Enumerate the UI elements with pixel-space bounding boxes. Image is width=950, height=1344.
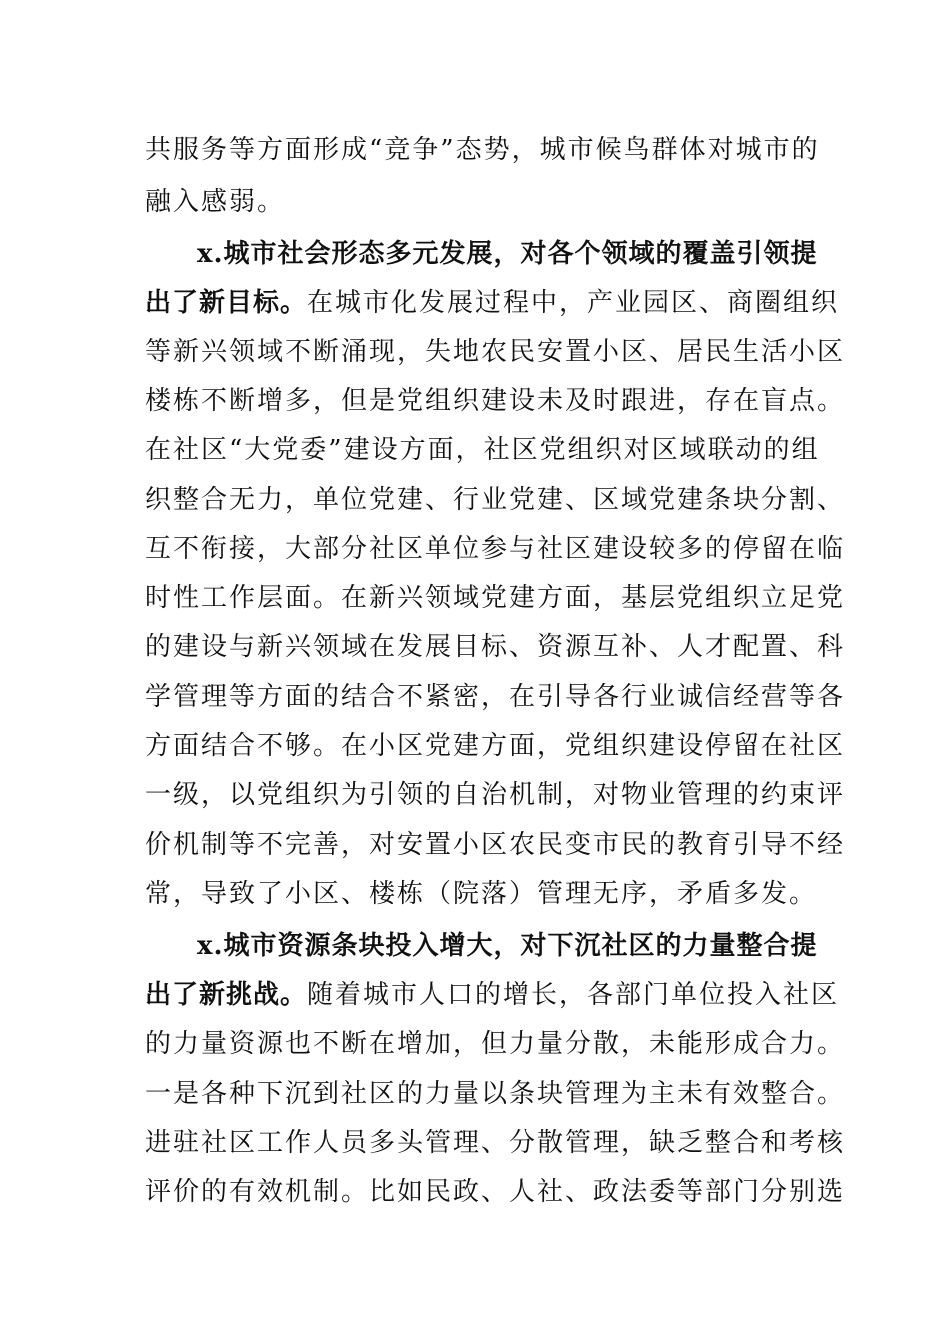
text-line-15 bbox=[145, 825, 846, 865]
text-line-22 bbox=[145, 1172, 846, 1212]
text-line-13 bbox=[145, 726, 846, 766]
line-text: 的建设与新兴领域在发展目标、资源互补、人才配置、科 bbox=[145, 632, 846, 662]
line-text: 常，导致了小区、楼栋（院落）管理无序，矛盾多发。 bbox=[145, 879, 818, 909]
line-text: 在社区“大党委”建设方面，社区党组织对区域联动的组 bbox=[145, 435, 820, 465]
line-text: 价机制等不完善，对安置小区农民变市民的教育引导不经 bbox=[145, 830, 846, 860]
text-line-16 bbox=[145, 874, 818, 914]
text-line-6 bbox=[145, 381, 846, 421]
text-line-7 bbox=[145, 430, 820, 470]
section-heading-2 bbox=[197, 926, 818, 966]
line-text: 方面结合不够。在小区党建方面，党组织建设停留在社区 bbox=[145, 731, 846, 761]
line-text: 一是各种下沉到社区的力量以条块管理为主未有效整合。 bbox=[145, 1079, 846, 1109]
line-text: 融入感弱。 bbox=[145, 187, 286, 217]
line-text: 时性工作层面。在新兴领域党建方面，基层党组织立足党 bbox=[145, 583, 846, 613]
line-text: 等新兴领域不断涌现，失地农民安置小区、居民生活小区 bbox=[145, 337, 846, 367]
text-line-18 bbox=[145, 975, 840, 1015]
section-heading-1 bbox=[197, 234, 818, 274]
line-text: 在城市化发展过程中，产业园区、商圈组织 bbox=[307, 288, 840, 318]
heading-text: 出了新目标。 bbox=[145, 288, 308, 318]
heading-text: x.城市资源条块投入增大，对下沉社区的力量整合提 bbox=[197, 931, 818, 961]
text-line-21 bbox=[145, 1123, 846, 1163]
heading-text: x.城市社会形态多元发展，对各个领域的覆盖引领提 bbox=[197, 239, 818, 269]
line-text: 互不衔接，大部分社区单位参与社区建设较多的停留在临 bbox=[145, 534, 846, 564]
text-line-10 bbox=[145, 578, 846, 618]
text-line-4 bbox=[145, 283, 840, 323]
line-text: 进驻社区工作人员多头管理、分散管理，缺乏整合和考核 bbox=[145, 1128, 846, 1158]
line-text: 学管理等方面的结合不紧密，在引导各行业诚信经营等各 bbox=[145, 682, 846, 712]
text-line-20 bbox=[145, 1074, 846, 1114]
line-text: 评价的有效机制。比如民政、人社、政法委等部门分别选 bbox=[145, 1177, 846, 1207]
text-line-8 bbox=[145, 480, 846, 520]
line-text: 随着城市人口的增长，各部门单位投入社区 bbox=[307, 980, 840, 1010]
line-text: 一级，以党组织为引领的自治机制，对物业管理的约束评 bbox=[145, 780, 846, 810]
text-line-2 bbox=[145, 182, 805, 222]
line-text: 楼栋不断增多，但是党组织建设未及时跟进，存在盲点。 bbox=[145, 386, 846, 416]
line-text: 的力量资源也不断在增加，但力量分散，未能形成合力。 bbox=[145, 1029, 846, 1059]
line-text: 织整合无力，单位党建、行业党建、区域党建条块分割、 bbox=[145, 485, 846, 515]
text-line-14 bbox=[145, 775, 846, 815]
line-text: 共服务等方面形成“竞争”态势，城市候鸟群体对城市的 bbox=[145, 135, 820, 165]
text-line-19 bbox=[145, 1024, 846, 1064]
heading-text: 出了新挑战。 bbox=[145, 980, 308, 1010]
text-line-1 bbox=[145, 130, 820, 170]
text-line-9 bbox=[145, 529, 846, 569]
text-line-12 bbox=[145, 677, 846, 717]
text-line-11 bbox=[145, 627, 846, 667]
text-line-5 bbox=[145, 332, 846, 372]
